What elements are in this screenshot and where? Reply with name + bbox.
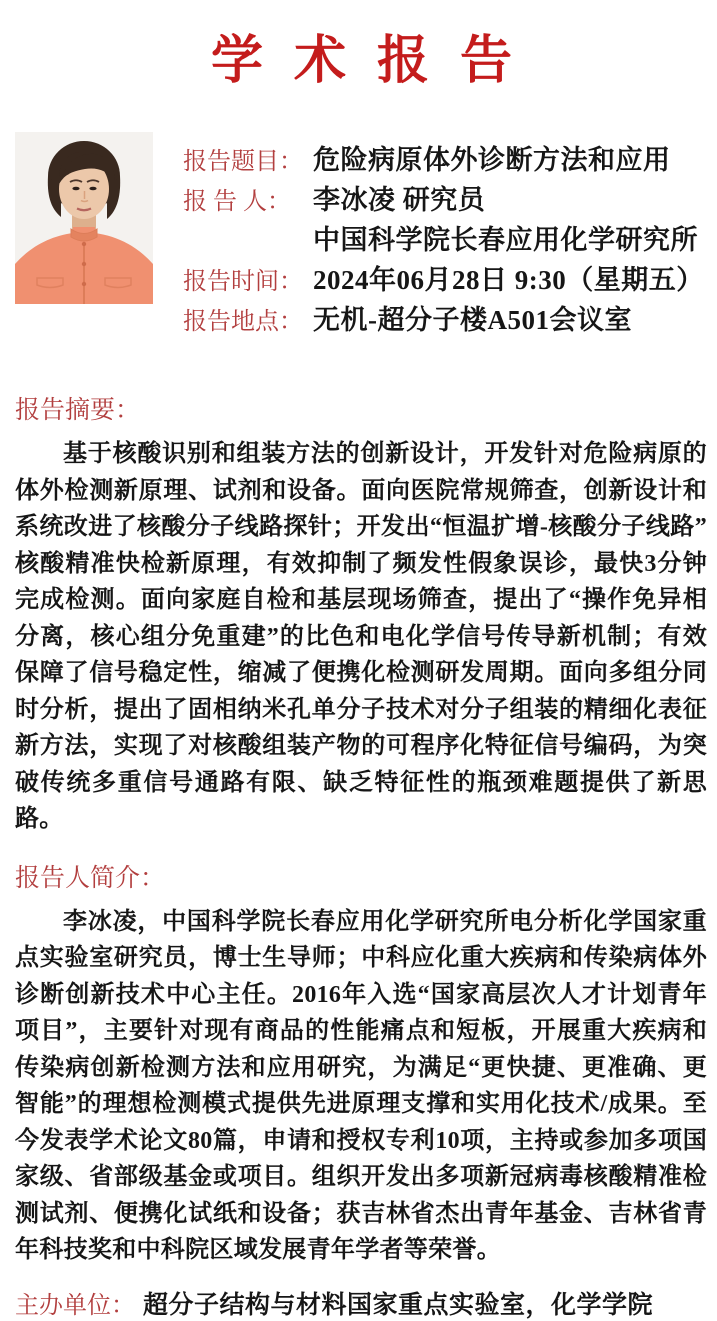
bio-heading: 报告人简介： [15, 864, 166, 892]
info-row-location [183, 300, 707, 340]
bio-section [15, 864, 707, 1269]
info-row-speaker [183, 180, 707, 220]
info-value-affiliation: 中国科学院长春应用化学研究所 [313, 225, 698, 255]
organizer-row [15, 1285, 707, 1321]
header-section [15, 132, 707, 340]
portrait-illustration [15, 132, 153, 304]
info-label-speaker: 报 告 人： [183, 189, 291, 215]
organizer-value: 超分子结构与材料国家重点实验室，化学学院 [143, 1291, 654, 1319]
organizer-label: 主办单位： [15, 1292, 135, 1319]
info-label-location: 报告地点： [183, 309, 303, 335]
portrait-button [82, 242, 86, 246]
info-list [183, 132, 707, 340]
info-value-location: 无机-超分子楼A501会议室 [313, 305, 632, 335]
info-value-time: 2024年06月28日 9:30（星期五） [313, 265, 704, 295]
portrait-button [82, 262, 86, 266]
portrait-button [82, 282, 86, 286]
poster-title: 学 术 报 告 [210, 33, 521, 90]
info-label-topic: 报告题目： [183, 149, 303, 175]
info-value-speaker: 李冰凌 研究员 [313, 185, 486, 215]
portrait-eye [89, 187, 96, 191]
info-row-topic [183, 140, 707, 180]
portrait-eye [72, 187, 79, 191]
speaker-photo [15, 132, 153, 304]
abstract-section [15, 396, 707, 838]
abstract-heading: 报告摘要： [15, 397, 141, 424]
info-row-time [183, 260, 707, 300]
abstract-body: 基于核酸识别和组装方法的创新设计，开发针对危险病原的体外检测新原理、试剂和设备。面向医院常规筛查，创新设计和系统改进了核酸分子线路探针；开发出“恒温扩增-核酸分子线路”核酸精准快检新原理，有效抑制了频发性假象误诊，最快3分钟完成检测。面向家庭自检和基层现场筛查，提出了“操作免异相分离，核心组分免重建”的比色和电化学信号传导新机制；有效保障了信号稳定性，缩减了便携化检测研发周期。面向多组分同时分析，提出了固相纳米孔单分子技术对分子组装的精细化表征新方法，实现了对核酸组装产物的可程序化特征信号编码，为突破传统多重信号通路有限、缺乏特征性的瓶颈难题提供了新思路。 [15, 441, 707, 832]
info-row-affiliation [183, 220, 707, 260]
info-label-time: 报告时间： [183, 269, 303, 295]
bio-body: 李冰凌，中国科学院长春应用化学研究所电分析化学国家重点实验室研究员，博士生导师；中科应化重大疾病和传染病体外诊断创新技术中心主任。2016年入选“国家高层次人才计划青年项目”，主要针对现有商品的性能痛点和短板，开展重大疾病和传染病创新检测方法和应用研究，为满足“更快捷、更准确、更智能”的理想检测模式提供先进原理支撑和实用化技术/成果。至今发表学术论文80篇，申请和授权专利10项，主持或参加多项国家级、省部级基金或项目。组织开发出多项新冠病毒核酸精准检测试剂、便携化试纸和设备；获吉林省杰出青年基金、吉林省青年科技奖和中科院区域发展青年学者等荣誉。 [15, 908, 707, 1263]
info-value-topic: 危险病原体外诊断方法和应用 [313, 145, 671, 175]
